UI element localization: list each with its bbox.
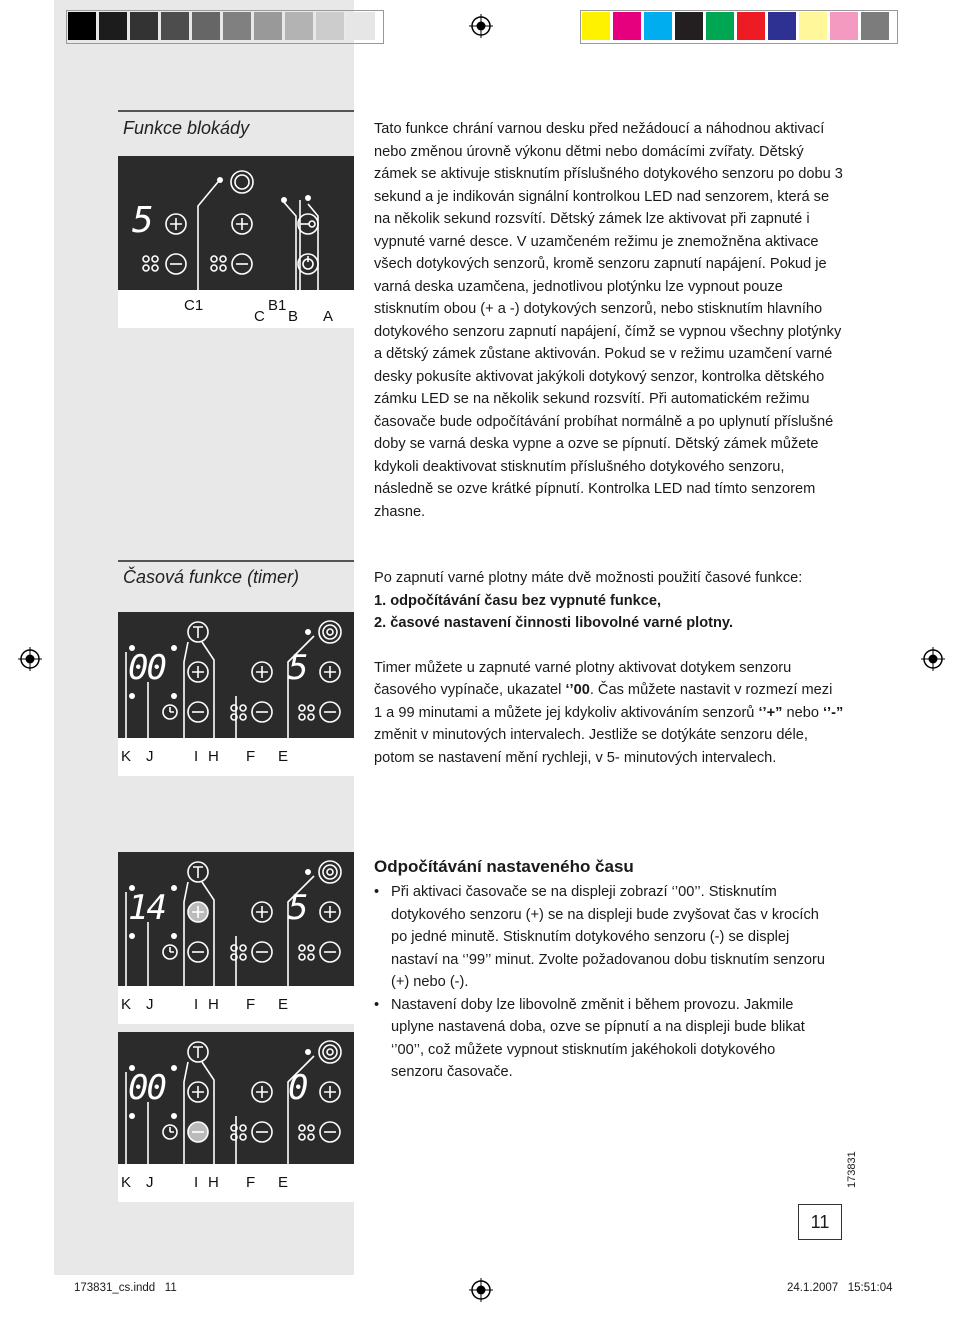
label-k: K: [121, 748, 132, 765]
registration-mark-icon: [469, 14, 493, 38]
label-e: E: [278, 748, 289, 765]
label-b: B: [288, 308, 299, 325]
label-f: F: [246, 996, 256, 1013]
registration-mark-icon: [921, 647, 945, 671]
timer-intro: Po zapnutí varné plotny máte dvě možnosti použití časové funkce:: [374, 570, 803, 586]
timer-display: 14: [128, 888, 165, 928]
page-number: 11: [798, 1204, 842, 1240]
timer-control-panel-1: [118, 612, 354, 778]
color-swatch: [861, 12, 889, 40]
color-swatch: [830, 12, 858, 40]
gray-swatch: [254, 12, 282, 40]
label-i: I: [194, 1174, 199, 1191]
label-k: K: [121, 996, 132, 1013]
label-j: J: [146, 1174, 154, 1191]
timer-display: 00: [128, 1068, 165, 1108]
registration-mark-icon: [18, 647, 42, 671]
lock-control-panel: [118, 156, 354, 328]
lock-section-title: Funkce blokády: [123, 118, 250, 138]
label-h: H: [208, 1174, 219, 1191]
timer-control-panel-3: [118, 1032, 354, 1204]
section-divider: [118, 110, 354, 112]
label-i: I: [194, 748, 199, 765]
timer-paragraph-2: Timer můžete u zapnuté varné plotny aktivovat dotykem senzoru časového vypínače, ukazatel ‘’00. Čas můžete nastavit v rozmezí mezi 1 a 99 minutami a můžete jej kdykoliv aktivováním senzorů ‘’+” nebo ‘’-” změnit v minutových intervalech. Jestliže se dotýkáte senzoru déle, potom se nastavení mění rychleji, v 5- minutových intervalech.: [374, 659, 844, 766]
color-swatch: [582, 12, 610, 40]
color-swatch: [675, 12, 703, 40]
zone-display: 5: [288, 888, 309, 928]
lock-body-text: [374, 118, 844, 523]
label-j: J: [146, 996, 154, 1013]
timer-body-text: [374, 567, 844, 769]
label-k: K: [121, 1174, 132, 1191]
label-c: C: [254, 308, 265, 325]
gray-swatch: [316, 12, 344, 40]
gray-swatch: [68, 12, 96, 40]
label-h: H: [208, 996, 219, 1013]
color-swatch: [706, 12, 734, 40]
footer-date: 24.1.2007 15:51:04: [787, 1282, 893, 1294]
doc-code: 173831: [846, 1151, 858, 1188]
gray-swatch: [130, 12, 158, 40]
countdown-body: [374, 881, 826, 1084]
zone-display: 0: [288, 1068, 309, 1108]
gray-swatch: [161, 12, 189, 40]
gray-swatch: [192, 12, 220, 40]
label-f: F: [246, 748, 256, 765]
countdown-title: Odpočítávání nastaveného času: [374, 857, 634, 876]
timer-item-2: 2. časové nastavení činnosti libovolné varné plotny.: [374, 615, 734, 631]
timer-item-1: 1. odpočítávání času bez vypnuté funkce,: [374, 592, 662, 609]
timer-control-panel-2: [118, 852, 354, 1026]
color-swatch: [644, 12, 672, 40]
timer-display: 00: [128, 648, 165, 688]
label-f: F: [246, 1174, 256, 1191]
label-h: H: [208, 748, 219, 765]
label-c1: C1: [184, 297, 204, 314]
lock-paragraph: Tato funkce chrání varnou desku před nežádoucí a náhodnou aktivací nebo změnou úrovně výkonu dětmi nebo domácími zvířaty. Dětský zámek se aktivuje stisknutím příslušného dotykového senzoru po dobu 3 sekund a je indikován signální kontrolkou LED nad senzorem, která se na několik sekund rozsvítí. Dětský zámek lze aktivovat při zapnuté i vypnuté varné desce. V uzamčeném režimu je znemožněna aktivace všech dotykových senzorů, kromě senzoru zapnutí napájení. Pokud je varná deska uzamčena, jednotlivou plotýnku lze vypnout pouze stisknutím obou (+ a -) dotykových senzorů, nebo stisknutím hlavního dotykového senzoru zapnutí napájení, čímž se vypnou všechny plotýnky a dětský zámek zůstane aktivován. Pokud se v režimu uzamčení varné desky pokusíte aktivovat jakýkoli dotykový senzor, kontrolka dětského zámku LED se na několik sekund rozsvítí. Při automatickém režimu časovače bude odpočítávání probíhat normálně a po uplynutí příslušné doby se varná deska vypne a ozve se pípnutí. Dětský zámek můžete kdykoli deaktivovat stisknutím příslušného dotykového senzoru, následně se ozve krátké pípnutí. Kontrolka LED nad tímto senzorem zhasne.: [374, 121, 843, 520]
timer-section-title: Časová funkce (timer): [123, 567, 300, 587]
label-j: J: [146, 748, 154, 765]
color-swatch: [613, 12, 641, 40]
color-swatch: [768, 12, 796, 40]
gray-swatch: [99, 12, 127, 40]
gray-swatch: [285, 12, 313, 40]
footer-file: 173831_cs.indd 11: [74, 1282, 177, 1294]
zone-display: 5: [288, 648, 309, 688]
label-b1: B1: [268, 297, 287, 314]
section-divider: [118, 560, 354, 562]
gray-swatch: [347, 12, 375, 40]
color-swatch: [737, 12, 765, 40]
label-a: A: [323, 308, 334, 325]
lock-display: 5: [132, 200, 154, 241]
color-swatch: [799, 12, 827, 40]
gray-swatch: [223, 12, 251, 40]
label-e: E: [278, 1174, 289, 1191]
label-e: E: [278, 996, 289, 1013]
countdown-bullet-1: • Při aktivaci časovače se na displeji zobrazí ‘’00’’. Stisknutím dotykového senzoru (+) se na displeji bude zvyšovat čas v krocích po jedné minutě. Stisknutím dotykového senzoru (-) se displej nastaví na ‘’99’’ minut. Zvolte požadovanou dobu tisknutím senzoru (+) nebo (-).: [374, 881, 826, 994]
registration-mark-icon: [469, 1278, 493, 1302]
countdown-bullet-2: • Nastavení doby lze libovolně změnit i během provozu. Jakmile uplyne nastavená doba, ozve se pípnutí a na displeji bude blikat ‘’00’’, což můžete vypnout stisknutím jakéhokoli dotykového senzoru časovače.: [374, 994, 826, 1084]
label-i: I: [194, 996, 199, 1013]
